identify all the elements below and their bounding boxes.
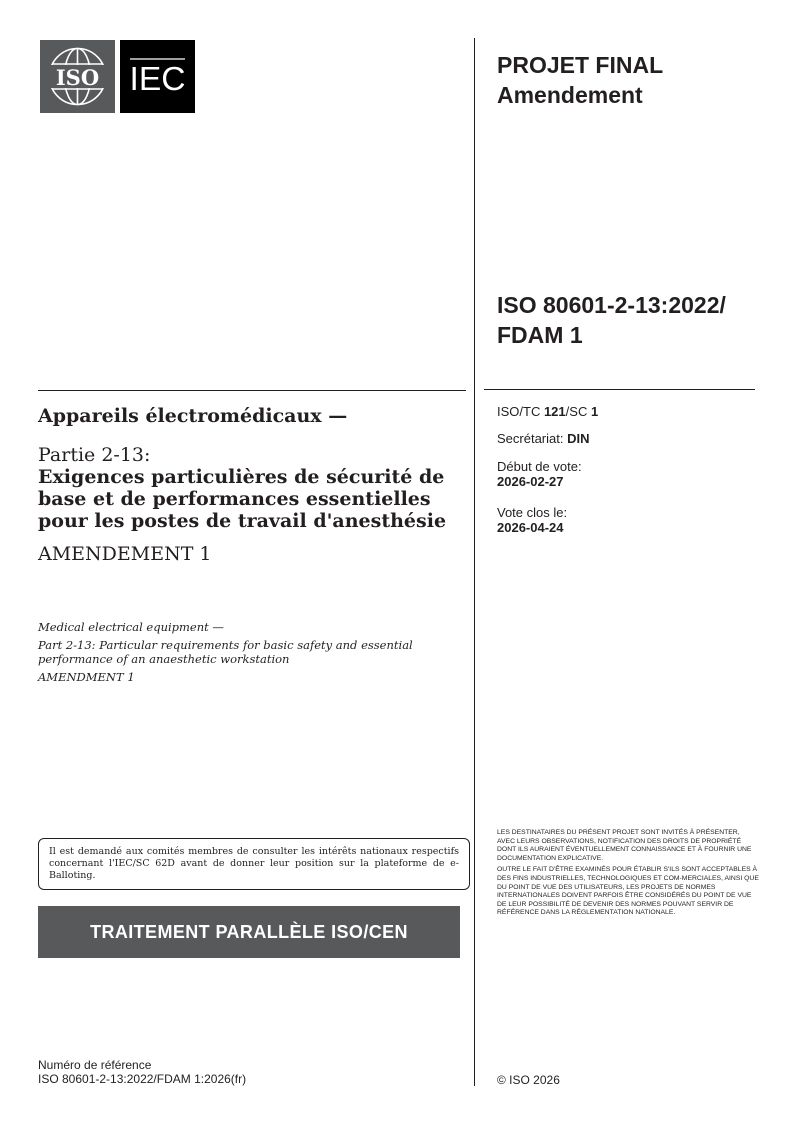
iso-logo [40, 40, 115, 113]
notice-box: Il est demandé aux comités membres de consulter les intérêts nationaux respectifs concernant l'IEC/SC 62D avant de donner leur position sur la plateforme de e-Balloting. [38, 838, 470, 890]
reference-label: Numéro de référence [38, 1058, 152, 1072]
document-number: ISO 80601-2-13:2022/ FDAM 1 [497, 292, 726, 348]
title-main: Appareils électromédicaux — [38, 405, 348, 427]
iec-logo [120, 40, 195, 113]
title-amendment: AMENDEMENT 1 [38, 543, 212, 565]
iec-logo-text: IEC [129, 60, 186, 97]
iso-globe-icon [40, 40, 115, 113]
reference-number [38, 1059, 246, 1086]
title-en-part: Part 2-13: Particular requirements for basic safety and essential performance of an anaesthetic workstation [38, 638, 413, 666]
parallel-processing-banner: TRAITEMENT PARALLÈLE ISO/CEN [38, 906, 460, 958]
disclaimer-paragraph-2: OUTRE LE FAIT D'ÊTRE EXAMINÉS POUR ÉTABLIR S'ILS SONT ACCEPTABLES À DES FINS INDUSTRIELLES, TECHNOLOGIQUES ET COM-MERCIALES, AINSI QUE DU POINT DE VUE DES UTILISATEURS, LES PROJETS DE NORMES INTERNATIONALES DOIVENT PARFOIS ÊTRE CONSIDÉRÉS DU POINT DE VUE DE LEUR POSSIBILITÉ DE DEVENIR DES NORMES POUVANT SERVIR DE RÉFÉRENCE DANS LA RÉGLEMENTATION NATIONALE. [497, 866, 759, 917]
document-type [497, 50, 663, 110]
reference-value: ISO 80601-2-13:2022/FDAM 1:2026(fr) [38, 1071, 247, 1086]
committee: ISO/TC 121/SC 1 [497, 404, 599, 419]
doc-type-line1: PROJET FINAL [497, 52, 664, 78]
title-en-main: Medical electrical equipment — [38, 620, 224, 634]
title-english [38, 620, 468, 688]
left-horizontal-rule [38, 390, 466, 391]
vote-end: Vote clos le: 2026-04-24 [497, 505, 568, 535]
disclaimer-paragraph-1: LES DESTINATAIRES DU PRÉSENT PROJET SONT INVITÉS À PRÉSENTER, AVEC LEURS OBSERVATIONS, NOTIFICATION DES DROITS DE PROPRIÉTÉ DONT ILS AURAIENT ÉVENTUELLEMENT CONNAISSANCE ET À FOURNIR UNE DOCUMENTATION EXPLICATIVE. [497, 829, 752, 862]
title-en-amendment: AMENDMENT 1 [38, 670, 135, 684]
vertical-divider [474, 38, 475, 1086]
vote-start: Début de vote: 2026-02-27 [497, 459, 582, 489]
title-subtitle: Exigences particulières de sécurité de base et de performances essentielles pour les postes de travail d'anesthésie [38, 466, 447, 532]
copyright: © ISO 2026 [497, 1073, 560, 1087]
doc-type-line2: Amendement [497, 82, 643, 108]
right-horizontal-rule [484, 389, 755, 390]
iso-logo-text: ISO [55, 65, 100, 90]
title-part: Partie 2-13: [38, 444, 151, 466]
title-french [38, 404, 468, 566]
disclaimer [497, 829, 759, 921]
secretariat: Secrétariat: DIN [497, 431, 590, 446]
